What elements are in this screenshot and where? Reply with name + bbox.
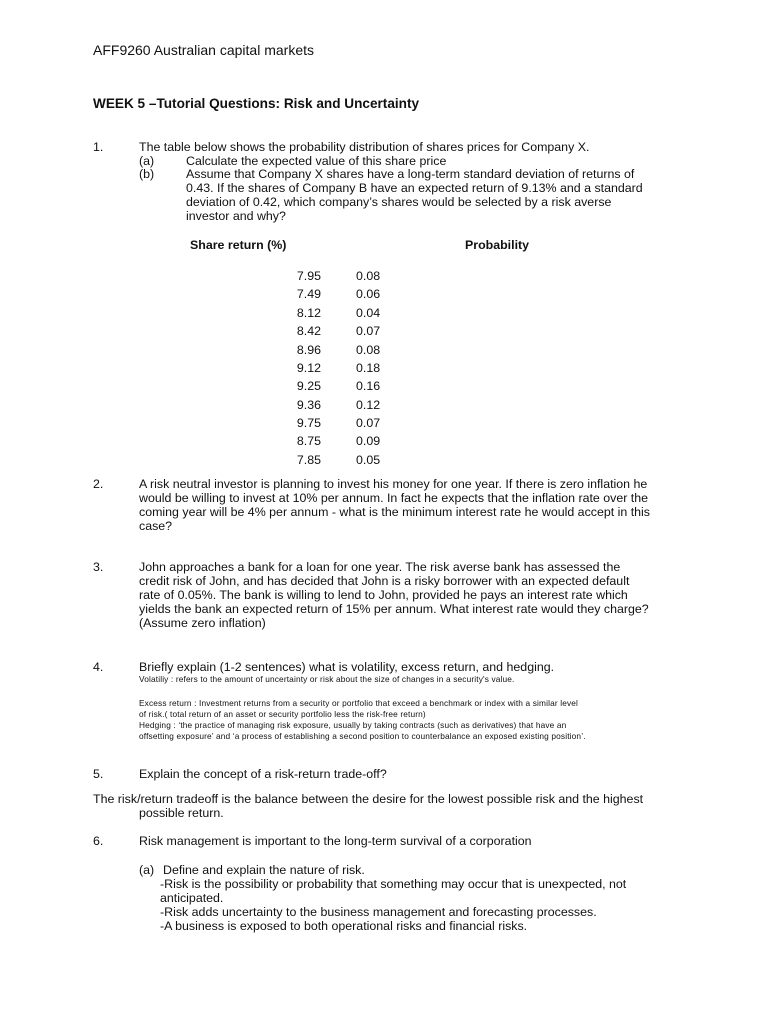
probability-cell: 0.08 [356,343,381,357]
question-number: 4. [93,660,104,674]
answer-excess-return: of risk.( total return of an asset or security portfolio less the risk-free return) [139,709,426,719]
question-text: A risk neutral investor is planning to invest his money for one year. If there is zero inflation he [139,477,648,491]
question-text: rate of 0.05%. The bank is willing to lend to John, provided he pays an interest rate which [139,588,628,602]
share-return-cell: 8.75 [296,434,321,448]
probability-cell: 0.16 [356,379,381,393]
subquestion-text: Assume that Company X shares have a long-term standard deviation of returns of [186,167,635,181]
probability-cell: 0.05 [356,453,381,467]
answer-text: The risk/return tradeoff is the balance between the desire for the lowest possible risk and the highest [93,792,644,806]
answer-hedging: Hedging : ‘the practice of managing risk exposure, usually by taking contracts (such as derivatives) that have an [139,720,567,730]
question-number: 5. [93,767,104,781]
probability-cell: 0.12 [356,398,381,412]
share-return-cell: 9.75 [296,416,321,430]
share-return-cell: 9.36 [296,398,321,412]
question-text: coming year will be 4% per annum - what is the minimum interest rate he would accept in this [139,505,650,519]
share-return-cell: 7.95 [296,269,321,283]
share-return-cell: 8.42 [296,324,321,338]
probability-cell: 0.18 [356,361,381,375]
share-return-cell: 9.12 [296,361,321,375]
answer-text: possible return. [139,806,224,820]
share-return-cell: 7.49 [296,287,321,301]
answer-hedging: offsetting exposure’ and ‘a process of establishing a second position to counterbalance an exposed existing position’. [139,731,586,741]
subquestion-label: (b) [139,167,155,181]
question-text: case? [139,519,173,533]
subquestion-text: deviation of 0.42, which company’s shares would be selected by a risk averse [186,195,612,209]
page-title: WEEK 5 –Tutorial Questions: Risk and Uncertainty [93,96,420,111]
question-text: (Assume zero inflation) [139,616,266,630]
course-header: AFF9260 Australian capital markets [93,42,314,58]
share-return-cell: 8.12 [296,306,321,320]
share-return-cell: 9.25 [296,379,321,393]
share-return-cell: 7.85 [296,453,321,467]
question-number: 6. [93,834,104,848]
subquestion-text: Calculate the expected value of this share price [186,154,447,168]
question-text: The table below shows the probability distribution of shares prices for Company X. [139,140,590,154]
question-number: 3. [93,560,104,574]
probability-cell: 0.06 [356,287,381,301]
subquestion-label: (a) [139,863,155,877]
table-header-share-return: Share return (%) [190,238,287,252]
question-text: Briefly explain (1-2 sentences) what is volatility, excess return, and hedging. [139,660,555,674]
question-text: John approaches a bank for a loan for one year. The risk averse bank has assessed the [139,560,621,574]
probability-cell: 0.04 [356,306,381,320]
share-return-cell: 8.96 [296,343,321,357]
answer-text: -Risk adds uncertainty to the business management and forecasting processes. [160,905,597,919]
answer-volatility: Volatiliy : refers to the amount of uncertainty or risk about the size of changes in a security's value. [139,674,515,684]
question-text: yields the bank an expected return of 15% per annum. What interest rate would they charge? [139,602,649,616]
answer-text: anticipated. [160,891,224,905]
probability-cell: 0.08 [356,269,381,283]
question-number: 2. [93,477,104,491]
probability-cell: 0.07 [356,324,381,338]
question-text: would be willing to invest at 10% per annum. In fact he expects that the inflation rate over the [139,491,649,505]
question-text: credit risk of John, and has decided that John is a risky borrower with an expected default [139,574,630,588]
probability-cell: 0.07 [356,416,381,430]
answer-text: -Risk is the possibility or probability that something may occur that is unexpected, not [160,877,627,891]
answer-text: -A business is exposed to both operational risks and financial risks. [160,919,528,933]
question-text: Risk management is important to the long-term survival of a corporation [139,834,532,848]
probability-cell: 0.09 [356,434,381,448]
subquestion-text: investor and why? [186,209,286,223]
question-number: 1. [93,140,104,154]
table-header-probability: Probability [465,238,530,252]
answer-excess-return: Excess return : Investment returns from a security or portfolio that exceed a benchmark or index with a similar level [139,698,579,708]
question-text: Explain the concept of a risk-return trade-off? [139,767,387,781]
subquestion-label: (a) [139,154,155,168]
subquestion-text: Define and explain the nature of risk. [163,863,365,877]
subquestion-text: 0.43. If the shares of Company B have an expected return of 9.13% and a standard [186,181,643,195]
